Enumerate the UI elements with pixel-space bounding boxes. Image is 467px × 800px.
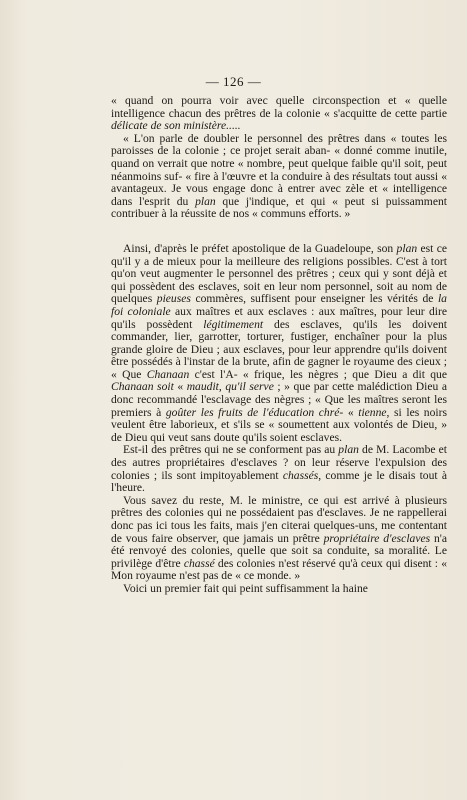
paragraph-p2: « L'on parle de doubler le personnel des prêtres dans « toutes les paroisses de la colonie ; ce projet serait aban- « donné comme inutile, quand on verrait que notre « nombre, peut quelque faible qu'il soit, peut néanmoins suf- « fire à l'œuvre et la conduire à des résultats tout aussi « avantageux. Je vous engage donc à entrer avec zèle et « intelligence dans l'esprit du plan que j'indique, et qui « peut si puissamment contribuer à la réussite de nos « communs efforts. » bbox=[111, 131, 447, 221]
page-number: — 126 — bbox=[205, 74, 262, 89]
paragraph-p3: Ainsi, d'après le préfet apostolique de la Guadeloupe, son plan est ce qu'il y a de mieux pour la meilleure des religions possibles. C'est à tort qu'on veut augmenter le personnel des prêtres ; ceux qui y sont déjà et qui possèdent des esclaves, soit en leur nom personnel, soit au nom de quelques pieuses commères, suffisent pour enseigner les vérités de la foi coloniale aux maîtres et aux esclaves : aux maîtres, pour leur dire qu'ils possèdent légitimement des esclaves, qu'ils les doivent commander, lier, garrotter, torturer, fustiger, enchaîner pour la plus grande gloire de Dieu ; aux esclaves, pour leur apprendre qu'ils doivent être possédés à l'instar de la brute, afin de gagner le royaume des cieux ; « Que Chanaan c'est l'A- « frique, les nègres ; que Dieu a dit que Chanaan soit « maudit, qu'il serve ; » que par cette malédiction Dieu a donc recommandé l'esclavage des nègres ; « Que les maîtres seront les premiers à goûter les fruits de l'éducation chré- « tienne, si les noirs veulent être laborieux, et s'ils se « soumettent aux volontés de Dieu, » de Dieu qui veut sans doute qu'ils soient esclaves. bbox=[111, 241, 448, 444]
paragraph-p5: Vous savez du reste, M. le ministre, ce qui est arrivé à plusieurs prêtres des colonies qui ne possédaient pas d'esclaves. Je ne rappellerai donc pas ici tous les faits, mais j'en citerai quelques-uns, me contentant de vous faire observer, que jamais un prêtre propriétaire d'esclaves n'a été renvoyé des colonies, quelle que soit sa conduite, sa moralité. Le privilège d'être chassé des colonies n'est réservé qu'à ceux qui disent : « Mon royaume n'est pas de « ce monde. » bbox=[111, 493, 448, 583]
page-body bbox=[111, 95, 447, 596]
paragraph-p6: Voici un premier fait qui peint suffisamment la haine bbox=[123, 581, 368, 595]
paragraph-p4: Est-il des prêtres qui ne se conforment pas au plan de M. Lacombe et des autres propriétaires d'esclaves ? on leur réserve l'expulsion des colonies ; ils sont impitoyablement chassés, comme je le disais tout à l'heure. bbox=[111, 443, 447, 495]
paragraph-p1: « quand on pourra voir avec quelle circonspection et « quelle intelligence chacun des prêtres de la colonie « s'acquitte de cette partie délicate de son ministère..... bbox=[111, 94, 447, 133]
